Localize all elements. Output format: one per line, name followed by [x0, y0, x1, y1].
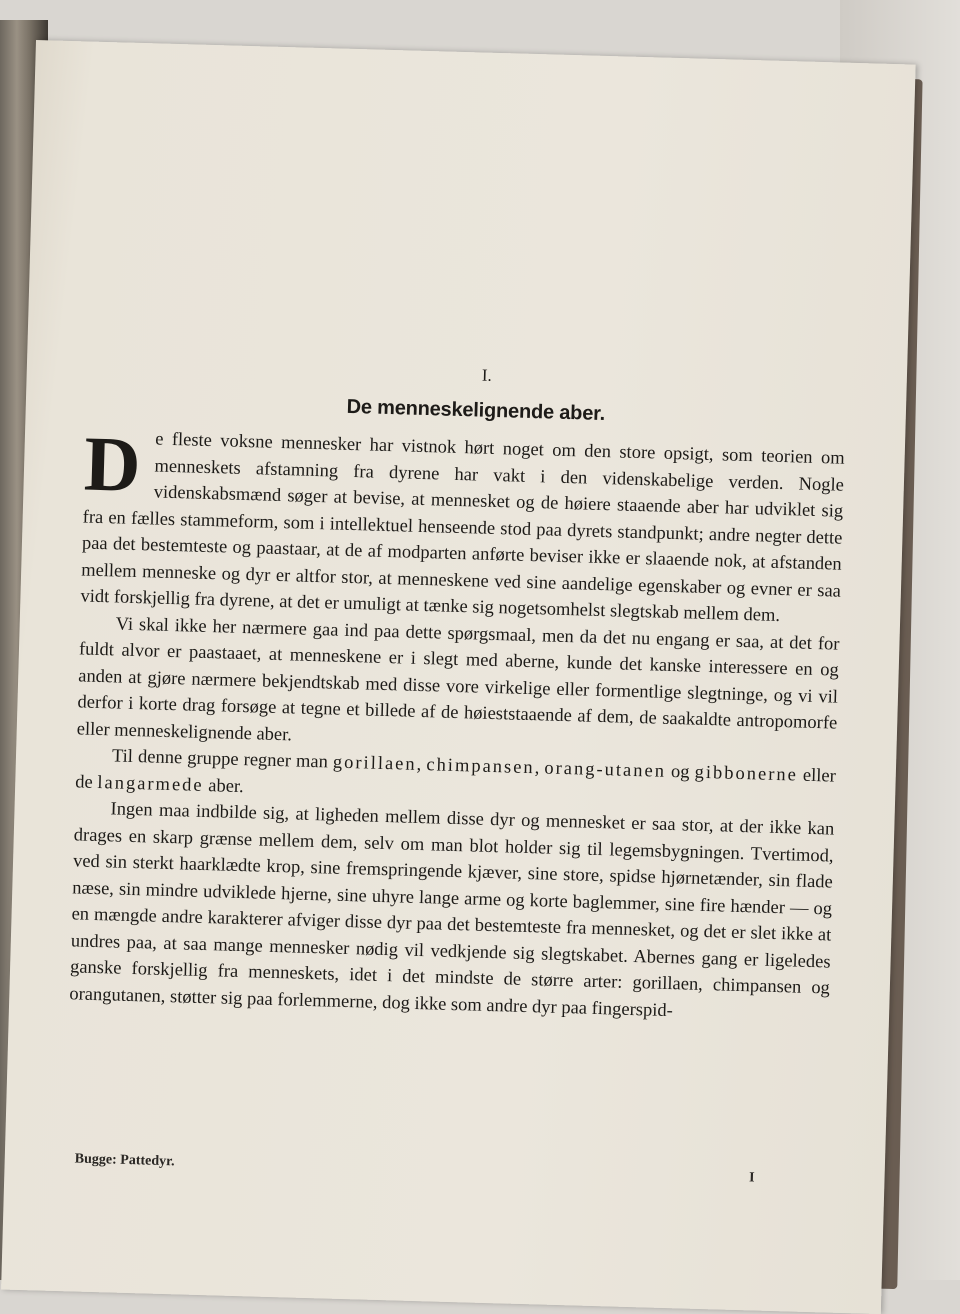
- page-footer: [74, 1151, 815, 1186]
- paragraph-3-intro: Til denne gruppe regner man: [111, 746, 334, 773]
- chapter-number: I.: [481, 365, 493, 385]
- chapter-title: De menneskelignende aber.: [346, 395, 606, 425]
- term-orangutan: orang-utanen: [544, 758, 667, 782]
- separator: og: [665, 761, 695, 783]
- page-text: [69, 352, 847, 1029]
- paragraph-4: Ingen maa indbilde sig, at ligheden mellem disse dyr og mennesket er saa stor, at der ikke kan drages en skarp grænse mellem dem, selv om man blot holder sig til legemsbygningen. Tvertimod, ved sin sterkt haarklædte krop, sine fremspringende kjæver, sine store, spidse hjørnetænder, sin flade næse, sin mindre udviklede hjerne, sine uhyre lange arme og korte baglemmer, sine fire hænder — og en mængde andre karakterer afviger disse dyr paa det bestemteste fra mennesket, og det er slet ikke at undres paa, at saa mange mennesker nødig vil vedkjende sig slegtskabet. Abernes gang er ligeledes ganske forskjellig fra menneskets, idet i det mindste de større arter: gorillaen, chimpansen og orangutanen, støtter sig paa forlemmerne, dog ikke som andre dyr paa fingerspid-: [69, 799, 835, 1021]
- footer-signature: Bugge: Pattedyr.: [74, 1151, 175, 1170]
- paragraph-3-end: aber.: [203, 775, 244, 797]
- term-gorilla: gorillaen: [332, 752, 417, 775]
- term-longarmed: langarmede: [97, 772, 204, 796]
- paragraph-1: [80, 419, 845, 632]
- separator: ,: [534, 758, 545, 779]
- separator: eller de: [75, 765, 837, 793]
- separator: ,: [416, 754, 427, 776]
- paragraph-2: Vi skal ikke her nærmere gaa ind paa dette spørgsmaal, men da det nu engang er saa, at det for fuldt alvor er paastaaet, at menneskene er i slegt med aberne, kunde det kanske interessere en og anden at gjøre nærmere bekjendtskab med disse vore virkelige eller formentlige slegtninge, og vi vil derfor i korte drag forsøge at tegne et billede af de høieststaaende af dem, de saakaldte antropomorfe eller menneskelignende aber.: [76, 613, 840, 745]
- term-gibbon: gibbonerne: [694, 762, 799, 786]
- term-chimpanzee: chimpansen: [426, 755, 535, 779]
- paragraph-1-text: e fleste voksne mennesker har vistnok hørt noget om den store opsigt, som teorien om menneskets afstamning fra dyrene har vakt i den videnskabelige verden. Nogle videnskabsmænd søger at bevise, at mennesket og de høiere staaende aber har udviklet sig fra en fælles stammeform, som i intellektuel henseende stod paa dyrets standpunkt; andre negter dette paa det bestemteste og paastaar, at de af modparten anførte beviser ikke er slaaende nok, at afstanden mellem menneske og dyr er altfor stor, at menneskene ved sine aandelige egenskaber og evner er saa vidt forskjellig fra dyrene, at det er umuligt at tænke sig nogetsomhelst slegtskab mellem dem.: [80, 429, 845, 626]
- footer-sheet-mark: I: [748, 1170, 755, 1186]
- book-page: [1, 40, 916, 1314]
- drop-cap: D: [82, 419, 142, 509]
